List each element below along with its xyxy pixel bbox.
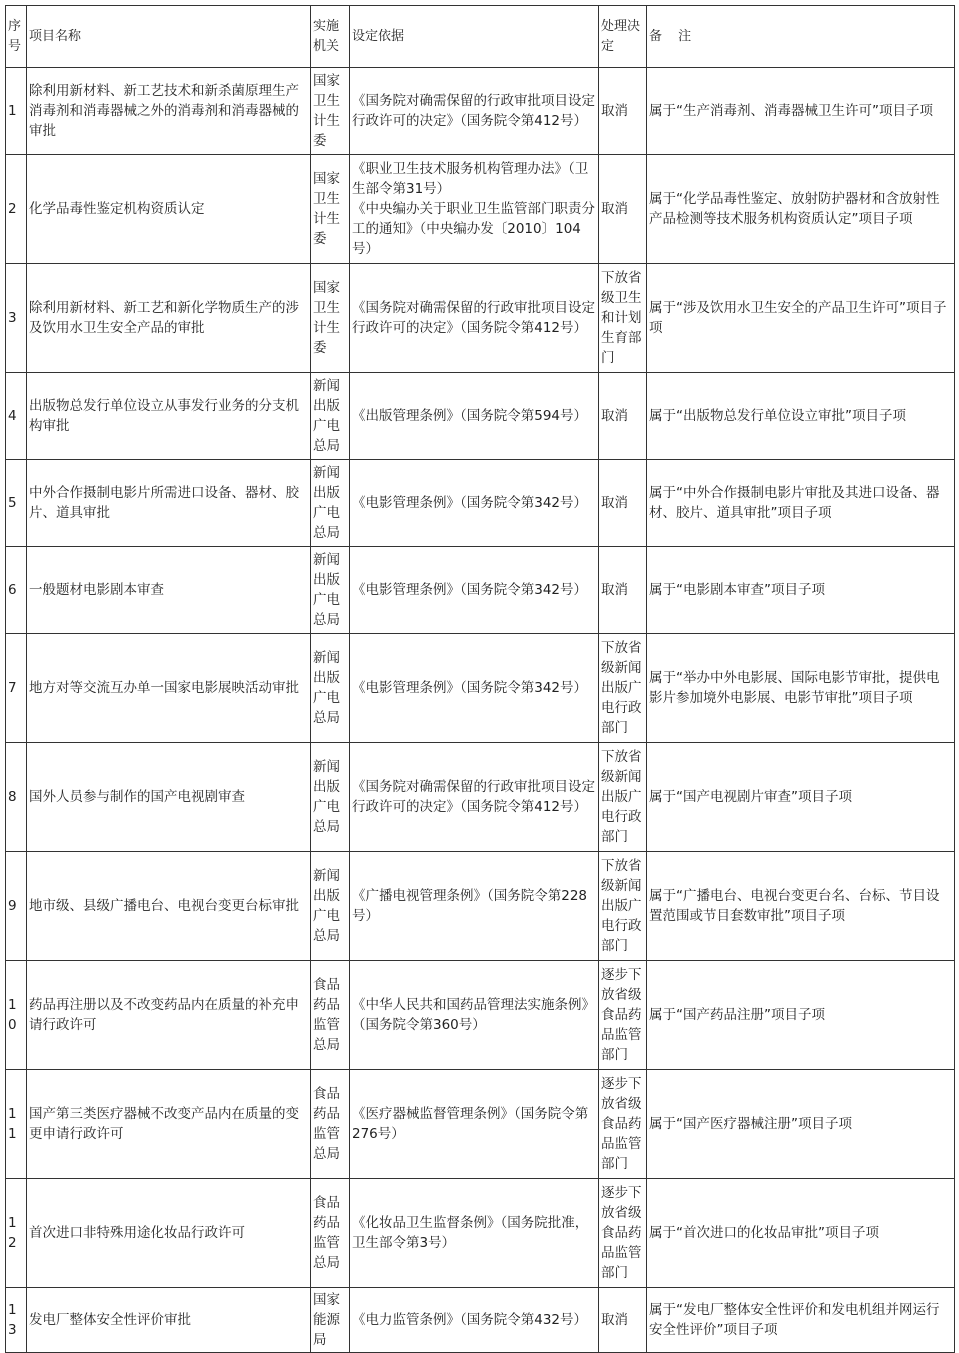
cell-no: 1 bbox=[6, 68, 27, 155]
cell-name: 发电厂整体安全性评价审批 bbox=[27, 1288, 311, 1353]
cell-org: 新闻出版广电总局 bbox=[311, 743, 350, 852]
cell-basis: 《国务院对确需保留的行政审批项目设定行政许可的决定》（国务院令第412号） bbox=[350, 68, 599, 155]
table-row bbox=[6, 634, 955, 743]
header-no: 序号 bbox=[6, 6, 27, 68]
cell-note: 属于“广播电台、电视台变更台名、台标、节目设置范围或节目套数审批”项目子项 bbox=[647, 852, 955, 961]
table-row bbox=[6, 1288, 955, 1353]
cell-name: 地市级、县级广播电台、电视台变更台标审批 bbox=[27, 852, 311, 961]
cell-name: 中外合作摄制电影片所需进口设备、器材、胶片、道具审批 bbox=[27, 460, 311, 547]
cell-name: 国外人员参与制作的国产电视剧审查 bbox=[27, 743, 311, 852]
cell-decision: 取消 bbox=[599, 460, 647, 547]
cell-no: 9 bbox=[6, 852, 27, 961]
cell-note: 属于“首次进口的化妆品审批”项目子项 bbox=[647, 1179, 955, 1288]
cell-basis: 《电影管理条例》（国务院令第342号） bbox=[350, 547, 599, 634]
cell-org: 新闻出版广电总局 bbox=[311, 852, 350, 961]
cell-note: 属于“涉及饮用水卫生安全的产品卫生许可”项目子项 bbox=[647, 264, 955, 373]
cell-decision: 取消 bbox=[599, 373, 647, 460]
cell-decision: 下放省级卫生和计划生育部门 bbox=[599, 264, 647, 373]
cell-basis: 《国务院对确需保留的行政审批项目设定行政许可的决定》（国务院令第412号） bbox=[350, 264, 599, 373]
cell-name: 药品再注册以及不改变药品内在质量的补充申请行政许可 bbox=[27, 961, 311, 1070]
cell-org: 新闻出版广电总局 bbox=[311, 634, 350, 743]
cell-name: 除利用新材料、新工艺技术和新杀菌原理生产消毒剂和消毒器械之外的消毒剂和消毒器械的审批 bbox=[27, 68, 311, 155]
cell-no: 5 bbox=[6, 460, 27, 547]
cell-note: 属于“国产医疗器械注册”项目子项 bbox=[647, 1070, 955, 1179]
cell-no: 6 bbox=[6, 547, 27, 634]
cell-note: 属于“国产药品注册”项目子项 bbox=[647, 961, 955, 1070]
header-basis: 设定依据 bbox=[350, 6, 599, 68]
cell-basis: 《国务院对确需保留的行政审批项目设定行政许可的决定》（国务院令第412号） bbox=[350, 743, 599, 852]
cell-decision: 取消 bbox=[599, 1288, 647, 1353]
cell-org: 国家卫生计生委 bbox=[311, 155, 350, 264]
cell-org: 国家卫生计生委 bbox=[311, 68, 350, 155]
table-body bbox=[6, 68, 955, 1353]
cell-note: 属于“中外合作摄制电影片审批及其进口设备、器材、胶片、道具审批”项目子项 bbox=[647, 460, 955, 547]
table-row bbox=[6, 1070, 955, 1179]
cell-basis: 《医疗器械监督管理条例》（国务院令第276号） bbox=[350, 1070, 599, 1179]
cell-note: 属于“发电厂整体安全性评价和发电机组并网运行安全性评价”项目子项 bbox=[647, 1288, 955, 1353]
cell-decision: 取消 bbox=[599, 547, 647, 634]
table-row bbox=[6, 460, 955, 547]
table-row bbox=[6, 961, 955, 1070]
cell-basis: 《中华人民共和国药品管理法实施条例》（国务院令第360号） bbox=[350, 961, 599, 1070]
cell-no: 11 bbox=[6, 1070, 27, 1179]
cell-note: 属于“化学品毒性鉴定、放射防护器材和含放射性产品检测等技术服务机构资质认定”项目子项 bbox=[647, 155, 955, 264]
cell-note: 属于“举办中外电影展、国际电影节审批，提供电影片参加境外电影展、电影节审批”项目子项 bbox=[647, 634, 955, 743]
cell-decision: 逐步下放省级食品药品监管部门 bbox=[599, 961, 647, 1070]
table-row bbox=[6, 264, 955, 373]
cell-org: 食品药品监管总局 bbox=[311, 1179, 350, 1288]
cell-org: 国家卫生计生委 bbox=[311, 264, 350, 373]
cell-note: 属于“国产电视剧片审查”项目子项 bbox=[647, 743, 955, 852]
cell-no: 12 bbox=[6, 1179, 27, 1288]
cell-name: 国产第三类医疗器械不改变产品内在质量的变更申请行政许可 bbox=[27, 1070, 311, 1179]
cell-note: 属于“生产消毒剂、消毒器械卫生许可”项目子项 bbox=[647, 68, 955, 155]
cell-decision: 取消 bbox=[599, 155, 647, 264]
cell-no: 4 bbox=[6, 373, 27, 460]
cell-decision: 逐步下放省级食品药品监管部门 bbox=[599, 1070, 647, 1179]
table-row bbox=[6, 373, 955, 460]
cell-no: 3 bbox=[6, 264, 27, 373]
header-name: 项目名称 bbox=[27, 6, 311, 68]
cell-basis: 《广播电视管理条例》（国务院令第228号） bbox=[350, 852, 599, 961]
cell-no: 2 bbox=[6, 155, 27, 264]
cell-decision: 下放省级新闻出版广电行政部门 bbox=[599, 743, 647, 852]
cell-name: 首次进口非特殊用途化妆品行政许可 bbox=[27, 1179, 311, 1288]
cell-note: 属于“出版物总发行单位设立审批”项目子项 bbox=[647, 373, 955, 460]
header-note: 备 注 bbox=[647, 6, 955, 68]
cell-basis: 《职业卫生技术服务机构管理办法》（卫生部令第31号） 《中央编办关于职业卫生监管部门职责分工的通知》（中央编办发〔2010〕104号） bbox=[350, 155, 599, 264]
approval-items-table bbox=[5, 5, 955, 1353]
table-row bbox=[6, 1179, 955, 1288]
header-decision: 处理决定 bbox=[599, 6, 647, 68]
cell-basis: 《电影管理条例》（国务院令第342号） bbox=[350, 460, 599, 547]
cell-decision: 下放省级新闻出版广电行政部门 bbox=[599, 852, 647, 961]
cell-name: 一般题材电影剧本审查 bbox=[27, 547, 311, 634]
header-org: 实施机关 bbox=[311, 6, 350, 68]
cell-basis: 《化妆品卫生监督条例》（国务院批准，卫生部令第3号） bbox=[350, 1179, 599, 1288]
cell-org: 新闻出版广电总局 bbox=[311, 547, 350, 634]
cell-name: 出版物总发行单位设立从事发行业务的分支机构审批 bbox=[27, 373, 311, 460]
cell-basis: 《出版管理条例》（国务院令第594号） bbox=[350, 373, 599, 460]
table-row bbox=[6, 155, 955, 264]
header-row bbox=[6, 6, 955, 68]
cell-no: 8 bbox=[6, 743, 27, 852]
cell-basis: 《电力监管条例》（国务院令第432号） bbox=[350, 1288, 599, 1353]
cell-note: 属于“电影剧本审查”项目子项 bbox=[647, 547, 955, 634]
cell-name: 除利用新材料、新工艺和新化学物质生产的涉及饮用水卫生安全产品的审批 bbox=[27, 264, 311, 373]
cell-org: 新闻出版广电总局 bbox=[311, 460, 350, 547]
cell-org: 国家能源局 bbox=[311, 1288, 350, 1353]
cell-decision: 逐步下放省级食品药品监管部门 bbox=[599, 1179, 647, 1288]
table-row bbox=[6, 852, 955, 961]
table-row bbox=[6, 743, 955, 852]
cell-no: 13 bbox=[6, 1288, 27, 1353]
cell-name: 地方对等交流互办单一国家电影展映活动审批 bbox=[27, 634, 311, 743]
cell-no: 10 bbox=[6, 961, 27, 1070]
table-row bbox=[6, 68, 955, 155]
cell-org: 食品药品监管总局 bbox=[311, 961, 350, 1070]
cell-decision: 下放省级新闻出版广电行政部门 bbox=[599, 634, 647, 743]
table-row bbox=[6, 547, 955, 634]
cell-no: 7 bbox=[6, 634, 27, 743]
cell-org: 新闻出版广电总局 bbox=[311, 373, 350, 460]
cell-name: 化学品毒性鉴定机构资质认定 bbox=[27, 155, 311, 264]
cell-basis: 《电影管理条例》（国务院令第342号） bbox=[350, 634, 599, 743]
cell-decision: 取消 bbox=[599, 68, 647, 155]
cell-org: 食品药品监管总局 bbox=[311, 1070, 350, 1179]
